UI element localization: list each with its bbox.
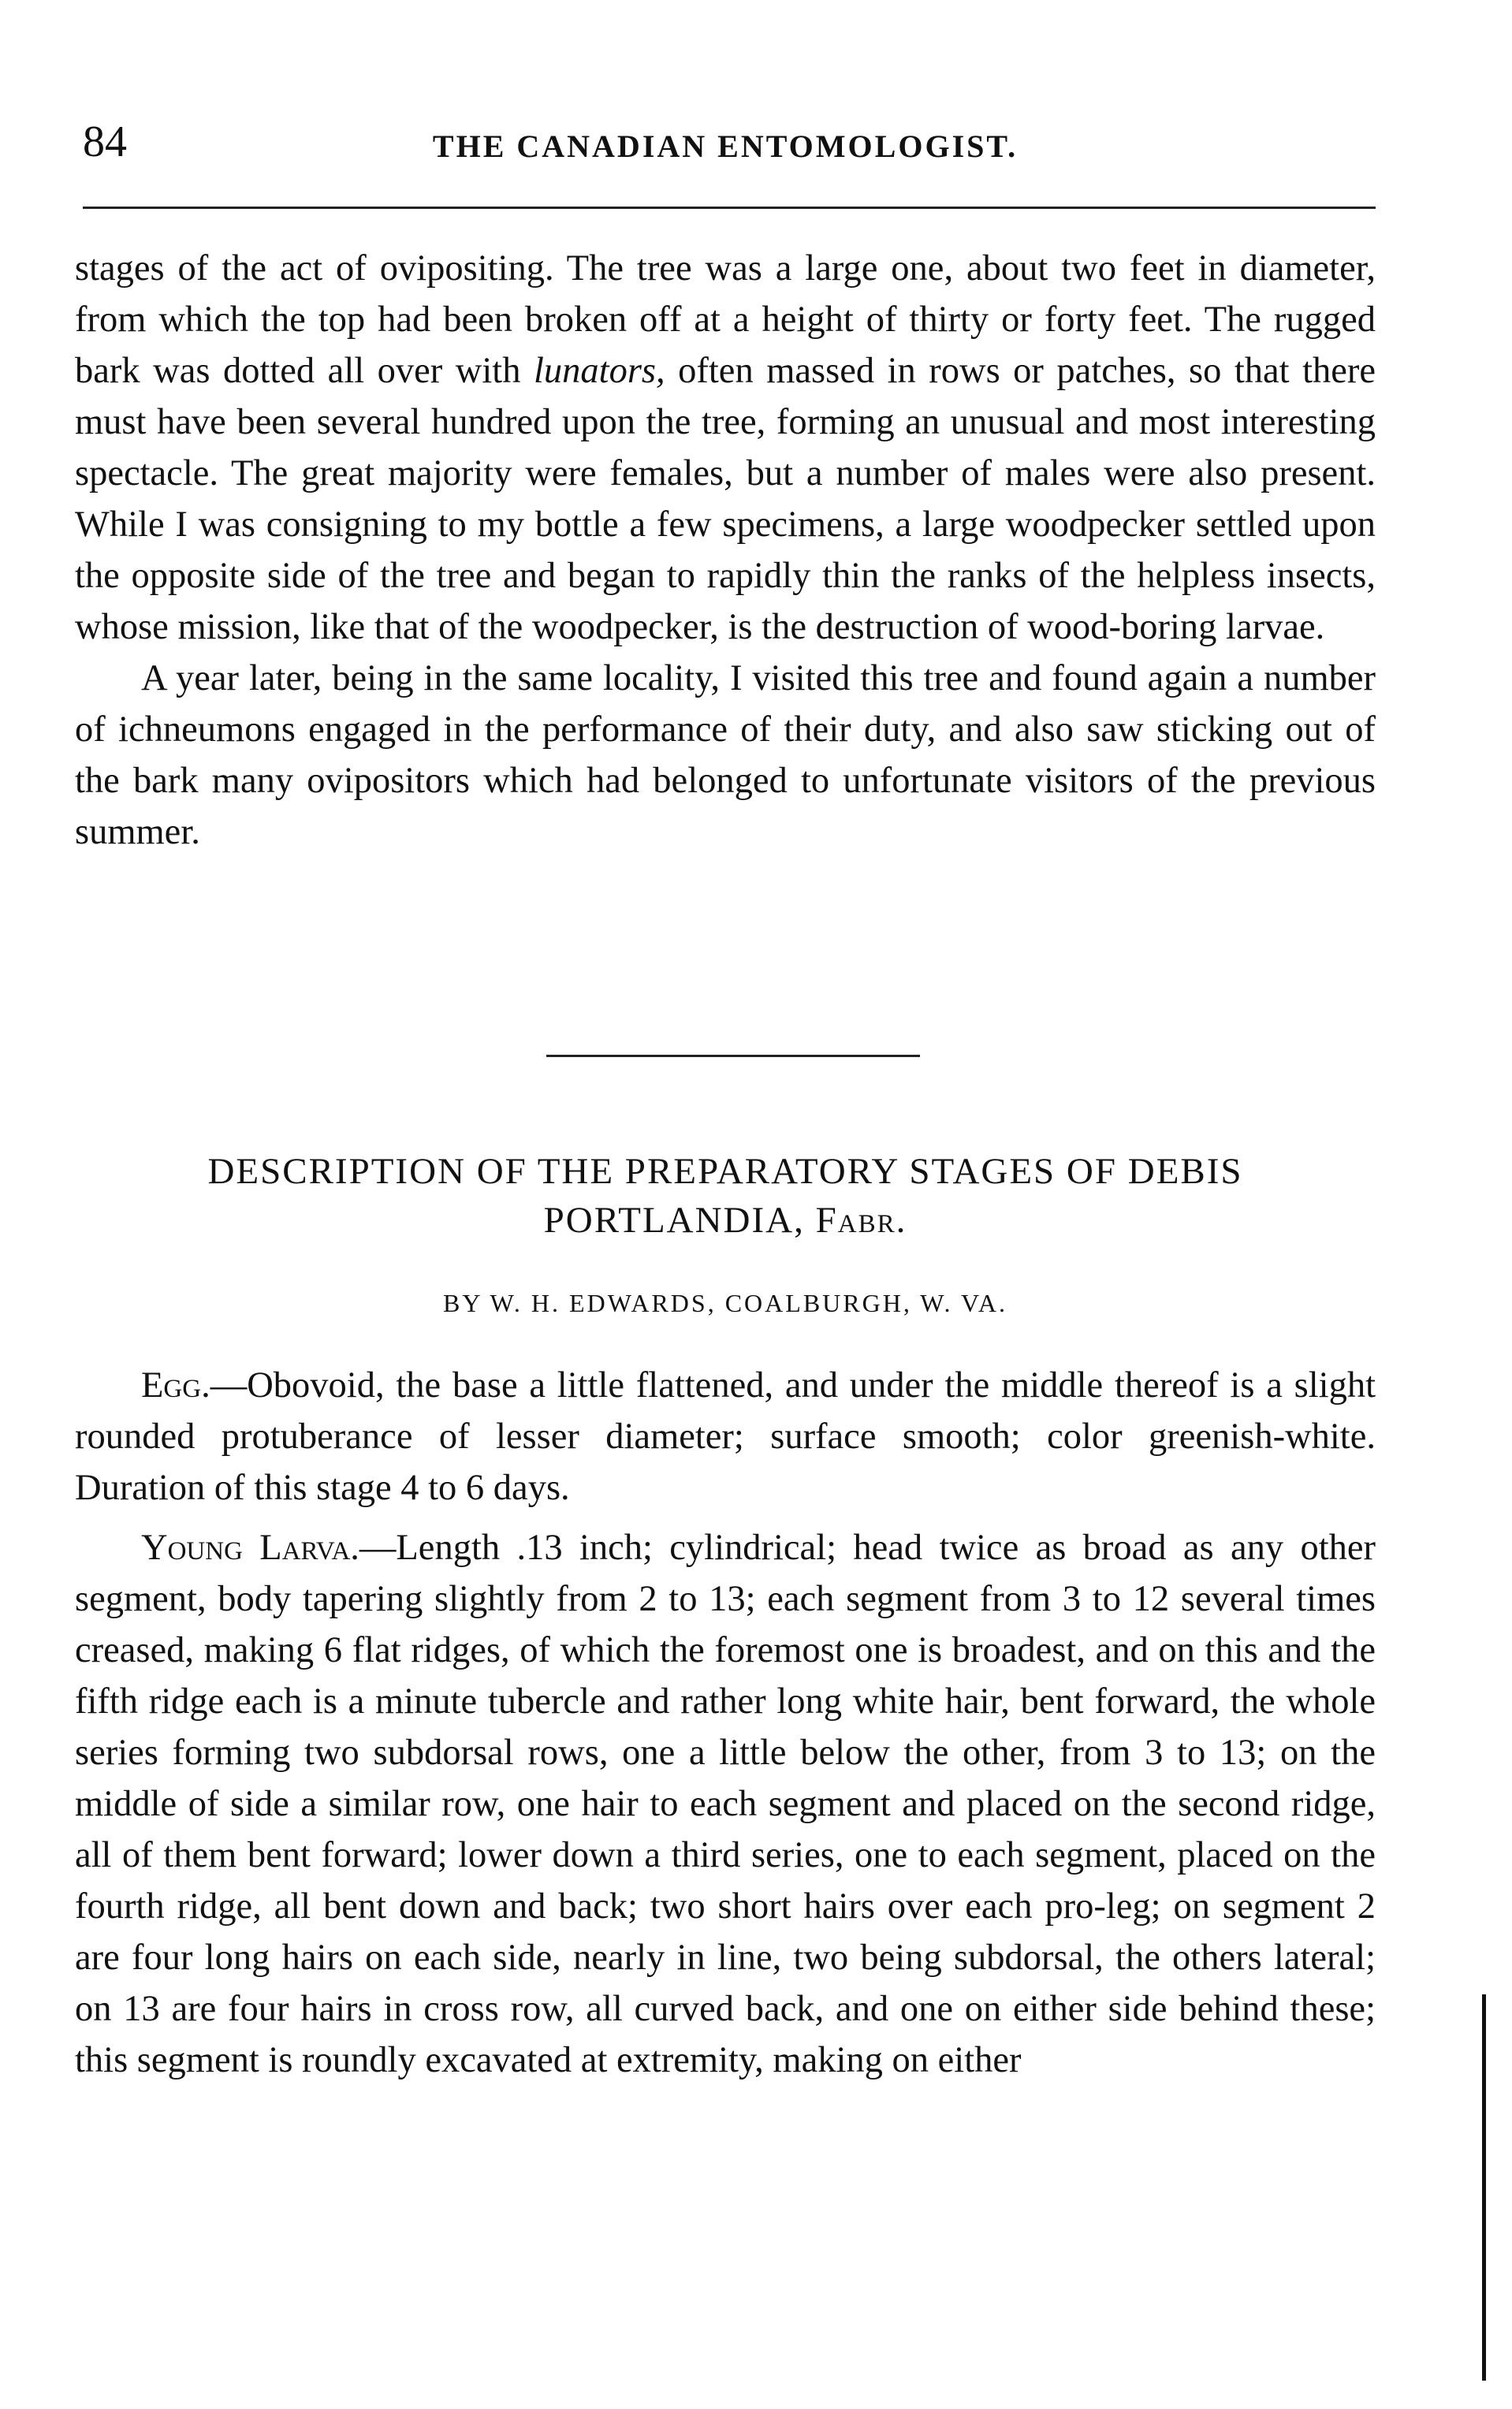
title-line-1: DESCRIPTION OF THE PREPARATORY STAGES OF DEBIS [207, 1151, 1243, 1192]
continued-article-text [75, 243, 1376, 858]
section-divider-rule [546, 1055, 920, 1057]
paragraph-text-part1: stages of the act of ovipositing. The tree was a large one, about two feet in diameter, from which the top had been broken off at a height of thirty or forty feet. The rugged bark was dotted all over with [75, 248, 1376, 391]
journal-title: THE CANADIAN ENTOMOLOGIST. [432, 128, 1019, 164]
article-body [75, 1360, 1376, 2086]
egg-text: —Obovoid, the base a little flattened, and under the middle thereof is a slight rounded protuberance of lesser diameter; surface smooth; color greenish-white. Duration of this stage 4 to 6 days. [75, 1365, 1376, 1508]
header-rule [83, 207, 1376, 209]
page-number: 84 [83, 117, 127, 166]
title-line-2 [75, 1196, 1376, 1245]
egg-label: Egg. [141, 1365, 210, 1406]
article-title [75, 1147, 1376, 1245]
title-species: PORTLANDIA, [543, 1200, 816, 1241]
paragraph-text-part2: often massed in rows or patches, so that there must have been several hundred upon the tree, forming an unusual and most interesting spectacle. The great majority were females, but a number of males were also present. While I was consigning to my bottle a few specimens, a large woodpecker settled upon the opposite side of the tree and began to rapidly thin the ranks of the helpless insects, whose mission, like that of the woodpecker, is the destruction of wood-boring larvae. [75, 351, 1376, 647]
byline: BY W. H. EDWARDS, COALBURGH, W. VA. [442, 1289, 1008, 1317]
paragraph-egg [75, 1360, 1376, 1514]
paragraph-young-larva [75, 1522, 1376, 2086]
larva-text: —Length .13 inch; cylindrical; head twice as broad as any other segment, body tapering slightly from 2 to 13; each segment from 3 to 12 several times creased, making 6 flat ridges, of which the foremost one is broadest, and on this and the fifth ridge each is a minute tubercle and rather long white hair, bent forward, the whole series forming two subdorsal rows, one a little below the other, from 3 to 13; on the middle of side a similar row, one hair to each segment and placed on the second ridge, all of them bent forward; lower down a third series, one to each segment, placed on the fourth ridge, all bent down and back; two short hairs over each pro-leg; on segment 2 are four long hairs on each side, nearly in line, two being subdorsal, the others lateral; on 13 are four hairs in cross row, all curved back, and one on either side behind these; this segment is roundly excavated at extremity, making on either [75, 1528, 1376, 2080]
paragraph-year-later: A year later, being in the same locality, I visited this tree and found again a number of ichneumons engaged in the performance of their duty, and also saw sticking out of the bark many ovipositors which had belonged to unfortunate visitors of the previous summer. [75, 658, 1376, 852]
larva-label: Young Larva. [141, 1528, 359, 1568]
title-authority: Fabr. [815, 1200, 907, 1241]
running-head [75, 110, 1376, 173]
paragraph-continued [75, 243, 1376, 653]
scan-margin-bar [1482, 1994, 1486, 2381]
italic-term-lunators: lunators, [533, 351, 665, 391]
